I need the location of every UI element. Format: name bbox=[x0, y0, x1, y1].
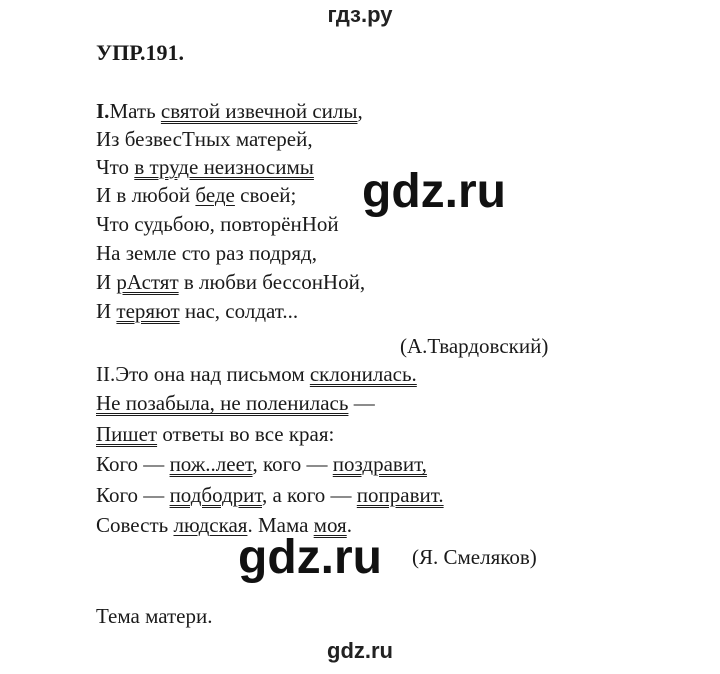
exercise-title: УПР.191. bbox=[96, 40, 184, 65]
underlined-text: святой извечной силы bbox=[160, 99, 358, 123]
poem2-line-2 bbox=[96, 392, 375, 415]
watermark-large-1: gdz.ru bbox=[362, 165, 506, 218]
text: Кого — bbox=[96, 483, 170, 507]
underlined-text: людская bbox=[173, 513, 248, 537]
text: в любви бессонНой, bbox=[178, 270, 366, 294]
text: На земле сто раз подряд, bbox=[96, 241, 317, 265]
text: II.Это она над письмом bbox=[96, 362, 310, 386]
text: Что bbox=[96, 155, 135, 179]
text: . Мама bbox=[247, 513, 314, 537]
text: , кого — bbox=[252, 452, 333, 476]
poem1-line-4 bbox=[96, 184, 296, 207]
poem2-author: (Я. Смеляков) bbox=[412, 545, 537, 569]
text: И bbox=[96, 270, 117, 294]
poem1-line-6 bbox=[96, 242, 317, 265]
underlined-text: пож..леет bbox=[169, 452, 253, 476]
text: Из безвесТных матерей, bbox=[96, 127, 313, 151]
poem1-line-7 bbox=[96, 271, 365, 294]
underlined-text: Не позабыла, не поленилась bbox=[96, 391, 349, 415]
poem2-line-3 bbox=[96, 423, 334, 446]
text: , а кого — bbox=[261, 483, 357, 507]
watermark-bottom: gdz.ru bbox=[327, 638, 393, 663]
underlined-text: Пишет bbox=[96, 422, 158, 446]
poem1-author: (А.Твардовский) bbox=[400, 334, 549, 358]
poem1-line-1 bbox=[96, 100, 363, 123]
poem2-line-1 bbox=[96, 363, 417, 386]
text: своей; bbox=[234, 183, 297, 207]
underlined-text: склонилась. bbox=[309, 362, 417, 386]
text: Кого — bbox=[96, 452, 170, 476]
text: — bbox=[348, 391, 375, 415]
poem1-line-5 bbox=[96, 213, 339, 236]
text: Что судьбою, повторёнНой bbox=[96, 212, 339, 236]
theme-text: Тема матери. bbox=[96, 604, 213, 628]
text: , bbox=[357, 99, 363, 123]
underlined-text: беде bbox=[195, 183, 235, 207]
poem1-line-8 bbox=[96, 300, 298, 323]
underlined-text: поздравит, bbox=[332, 452, 427, 476]
poem1-line-3 bbox=[96, 156, 314, 179]
part-number: I. bbox=[96, 99, 110, 123]
text: Совесть bbox=[96, 513, 174, 537]
underlined-text: в труде неизносимы bbox=[134, 155, 314, 179]
underlined-text: теряют bbox=[116, 299, 180, 323]
text: . bbox=[346, 513, 352, 537]
poem2-line-5 bbox=[96, 484, 444, 507]
underlined-text: подбодрит bbox=[169, 483, 262, 507]
text: нас, солдат... bbox=[179, 299, 299, 323]
text: И в любой bbox=[96, 183, 196, 207]
underlined-text: моя bbox=[313, 513, 347, 537]
underlined-text: поправит. bbox=[356, 483, 444, 507]
watermark-large-2: gdz.ru bbox=[238, 531, 382, 584]
poem2-line-4 bbox=[96, 453, 427, 476]
text: И bbox=[96, 299, 117, 323]
text: Мать bbox=[109, 99, 161, 123]
poem1-line-2 bbox=[96, 128, 313, 151]
underlined-text: рАстят bbox=[116, 270, 179, 294]
text: ответы во все края: bbox=[157, 422, 335, 446]
watermark-top: гдз.ру bbox=[327, 2, 393, 27]
